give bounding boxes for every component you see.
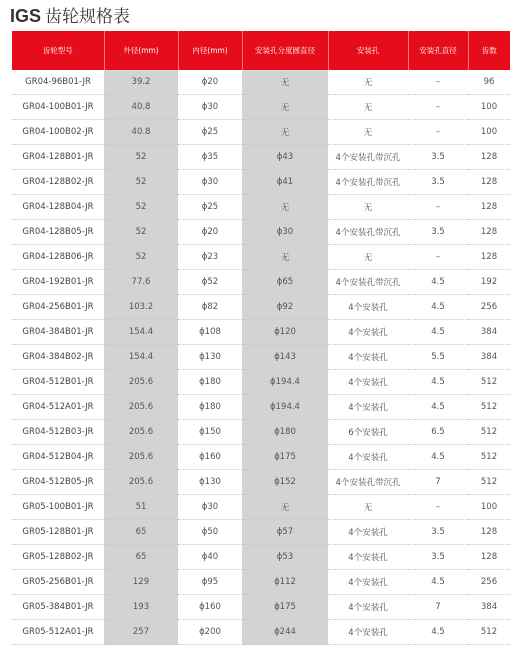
cell-inner-diameter: ɸ95 [178, 570, 242, 595]
cell-teeth: 128 [468, 220, 510, 245]
table-row [12, 220, 510, 245]
cell-hole-diameter: 3.5 [408, 220, 468, 245]
table-row [12, 370, 510, 395]
cell-outer-diameter: 193 [104, 595, 178, 620]
cell-model: GR04-512B03-JR [12, 420, 104, 445]
gear-spec-table [12, 31, 510, 645]
cell-teeth: 128 [468, 195, 510, 220]
cell-model: GR04-384B02-JR [12, 345, 104, 370]
cell-teeth: 512 [468, 445, 510, 470]
cell-pitch-circle-diameter: ɸ57 [242, 520, 328, 545]
header-model: 齿轮型号 [12, 31, 104, 70]
cell-pitch-circle-diameter: 无 [242, 95, 328, 120]
table-row [12, 445, 510, 470]
cell-hole-diameter: 3.5 [408, 170, 468, 195]
cell-inner-diameter: ɸ30 [178, 170, 242, 195]
cell-teeth: 100 [468, 120, 510, 145]
cell-outer-diameter: 205.6 [104, 420, 178, 445]
cell-inner-diameter: ɸ200 [178, 620, 242, 645]
cell-mounting-holes: 无 [328, 195, 408, 220]
cell-pitch-circle-diameter: 无 [242, 245, 328, 270]
cell-pitch-circle-diameter: ɸ143 [242, 345, 328, 370]
cell-outer-diameter: 52 [104, 170, 178, 195]
cell-mounting-holes: 4个安装孔带沉孔 [328, 145, 408, 170]
cell-teeth: 384 [468, 345, 510, 370]
cell-hole-diameter: 3.5 [408, 545, 468, 570]
page-title [10, 2, 130, 26]
cell-model: GR04-128B01-JR [12, 145, 104, 170]
cell-hole-diameter: 4.5 [408, 370, 468, 395]
cell-inner-diameter: ɸ50 [178, 520, 242, 545]
cell-model: GR04-100B02-JR [12, 120, 104, 145]
cell-mounting-holes: 4个安装孔 [328, 295, 408, 320]
cell-mounting-holes: 4个安装孔 [328, 545, 408, 570]
cell-teeth: 512 [468, 620, 510, 645]
table-row [12, 495, 510, 520]
cell-mounting-holes: 4个安装孔带沉孔 [328, 270, 408, 295]
cell-outer-diameter: 51 [104, 495, 178, 520]
cell-model: GR04-192B01-JR [12, 270, 104, 295]
cell-teeth: 512 [468, 370, 510, 395]
table-row [12, 245, 510, 270]
table-row [12, 520, 510, 545]
table-row [12, 470, 510, 495]
cell-hole-diameter: 7 [408, 470, 468, 495]
cell-outer-diameter: 154.4 [104, 320, 178, 345]
table-row [12, 270, 510, 295]
cell-pitch-circle-diameter: ɸ152 [242, 470, 328, 495]
table-row [12, 545, 510, 570]
cell-inner-diameter: ɸ82 [178, 295, 242, 320]
cell-outer-diameter: 65 [104, 545, 178, 570]
cell-hole-diameter: 4.5 [408, 270, 468, 295]
cell-mounting-holes: 4个安装孔 [328, 595, 408, 620]
table-row [12, 345, 510, 370]
cell-teeth: 100 [468, 495, 510, 520]
cell-inner-diameter: ɸ160 [178, 595, 242, 620]
cell-model: GR05-512A01-JR [12, 620, 104, 645]
brand-label: IGS [10, 6, 42, 26]
cell-teeth: 128 [468, 545, 510, 570]
title-text: 齿轮规格表 [45, 7, 131, 27]
cell-mounting-holes: 4个安装孔带沉孔 [328, 470, 408, 495]
cell-teeth: 256 [468, 570, 510, 595]
cell-teeth: 128 [468, 145, 510, 170]
cell-teeth: 512 [468, 470, 510, 495]
table-row [12, 595, 510, 620]
table-row [12, 395, 510, 420]
cell-mounting-holes: 4个安装孔 [328, 445, 408, 470]
cell-pitch-circle-diameter: ɸ41 [242, 170, 328, 195]
cell-pitch-circle-diameter: ɸ53 [242, 545, 328, 570]
table-row [12, 195, 510, 220]
cell-mounting-holes: 无 [328, 120, 408, 145]
table-row [12, 420, 510, 445]
cell-hole-diameter: 7 [408, 595, 468, 620]
table-body [12, 70, 510, 645]
cell-pitch-circle-diameter: ɸ43 [242, 145, 328, 170]
cell-pitch-circle-diameter: ɸ175 [242, 595, 328, 620]
cell-model: GR04-512B05-JR [12, 470, 104, 495]
cell-pitch-circle-diameter: ɸ112 [242, 570, 328, 595]
cell-inner-diameter: ɸ25 [178, 195, 242, 220]
cell-model: GR04-128B04-JR [12, 195, 104, 220]
cell-inner-diameter: ɸ25 [178, 120, 242, 145]
cell-hole-diameter: 4.5 [408, 445, 468, 470]
cell-model: GR04-128B02-JR [12, 170, 104, 195]
cell-inner-diameter: ɸ30 [178, 495, 242, 520]
table-row [12, 620, 510, 645]
cell-hole-diameter: 4.5 [408, 570, 468, 595]
cell-mounting-holes: 4个安装孔 [328, 395, 408, 420]
cell-model: GR04-128B05-JR [12, 220, 104, 245]
cell-mounting-holes: 4个安装孔 [328, 320, 408, 345]
cell-teeth: 384 [468, 320, 510, 345]
cell-pitch-circle-diameter: 无 [242, 495, 328, 520]
header-inner-diameter: 内径(mm) [178, 31, 242, 70]
cell-inner-diameter: ɸ30 [178, 95, 242, 120]
cell-mounting-holes: 4个安装孔带沉孔 [328, 170, 408, 195]
cell-model: GR04-128B06-JR [12, 245, 104, 270]
table-row [12, 295, 510, 320]
cell-teeth: 512 [468, 420, 510, 445]
cell-outer-diameter: 205.6 [104, 470, 178, 495]
cell-inner-diameter: ɸ35 [178, 145, 242, 170]
cell-inner-diameter: ɸ130 [178, 470, 242, 495]
cell-mounting-holes: 4个安装孔带沉孔 [328, 220, 408, 245]
cell-outer-diameter: 205.6 [104, 395, 178, 420]
cell-hole-diameter: 3.5 [408, 520, 468, 545]
cell-inner-diameter: ɸ108 [178, 320, 242, 345]
cell-pitch-circle-diameter: 无 [242, 120, 328, 145]
cell-outer-diameter: 52 [104, 220, 178, 245]
cell-inner-diameter: ɸ160 [178, 445, 242, 470]
header-teeth: 齿数 [468, 31, 510, 70]
cell-hole-diameter: 4.5 [408, 295, 468, 320]
cell-hole-diameter: – [408, 70, 468, 95]
cell-mounting-holes: 4个安装孔 [328, 620, 408, 645]
table-row [12, 570, 510, 595]
cell-model: GR04-100B01-JR [12, 95, 104, 120]
cell-outer-diameter: 77.6 [104, 270, 178, 295]
cell-pitch-circle-diameter: 无 [242, 195, 328, 220]
cell-mounting-holes: 无 [328, 495, 408, 520]
cell-mounting-holes: 无 [328, 245, 408, 270]
cell-hole-diameter: – [408, 95, 468, 120]
cell-mounting-holes: 4个安装孔 [328, 345, 408, 370]
cell-model: GR04-384B01-JR [12, 320, 104, 345]
table-row [12, 120, 510, 145]
cell-teeth: 512 [468, 395, 510, 420]
cell-hole-diameter: 5.5 [408, 345, 468, 370]
cell-teeth: 100 [468, 95, 510, 120]
table-row [12, 320, 510, 345]
cell-pitch-circle-diameter: ɸ180 [242, 420, 328, 445]
cell-inner-diameter: ɸ20 [178, 70, 242, 95]
cell-teeth: 128 [468, 520, 510, 545]
cell-mounting-holes: 4个安装孔 [328, 570, 408, 595]
cell-outer-diameter: 103.2 [104, 295, 178, 320]
cell-hole-diameter: – [408, 495, 468, 520]
cell-pitch-circle-diameter: ɸ30 [242, 220, 328, 245]
cell-pitch-circle-diameter: ɸ175 [242, 445, 328, 470]
cell-mounting-holes: 4个安装孔 [328, 370, 408, 395]
cell-model: GR04-512B04-JR [12, 445, 104, 470]
cell-model: GR04-512B01-JR [12, 370, 104, 395]
cell-inner-diameter: ɸ180 [178, 370, 242, 395]
cell-inner-diameter: ɸ180 [178, 395, 242, 420]
cell-teeth: 384 [468, 595, 510, 620]
cell-inner-diameter: ɸ40 [178, 545, 242, 570]
cell-model: GR05-128B01-JR [12, 520, 104, 545]
cell-model: GR05-100B01-JR [12, 495, 104, 520]
cell-outer-diameter: 205.6 [104, 370, 178, 395]
cell-outer-diameter: 40.8 [104, 120, 178, 145]
cell-teeth: 96 [468, 70, 510, 95]
cell-hole-diameter: – [408, 120, 468, 145]
cell-inner-diameter: ɸ150 [178, 420, 242, 445]
cell-outer-diameter: 65 [104, 520, 178, 545]
cell-outer-diameter: 205.6 [104, 445, 178, 470]
table-row [12, 145, 510, 170]
cell-teeth: 256 [468, 295, 510, 320]
cell-outer-diameter: 52 [104, 245, 178, 270]
table-header-row [12, 31, 510, 70]
header-outer-diameter: 外径(mm) [104, 31, 178, 70]
cell-pitch-circle-diameter: ɸ194.4 [242, 370, 328, 395]
cell-mounting-holes: 无 [328, 70, 408, 95]
cell-teeth: 128 [468, 170, 510, 195]
cell-hole-diameter: 3.5 [408, 145, 468, 170]
cell-teeth: 128 [468, 245, 510, 270]
cell-hole-diameter: – [408, 195, 468, 220]
cell-hole-diameter: 4.5 [408, 320, 468, 345]
cell-model: GR05-128B02-JR [12, 545, 104, 570]
cell-pitch-circle-diameter: ɸ65 [242, 270, 328, 295]
cell-pitch-circle-diameter: 无 [242, 70, 328, 95]
cell-hole-diameter: 4.5 [408, 620, 468, 645]
cell-mounting-holes: 无 [328, 95, 408, 120]
table-row [12, 95, 510, 120]
cell-outer-diameter: 52 [104, 195, 178, 220]
cell-hole-diameter: 4.5 [408, 395, 468, 420]
cell-inner-diameter: ɸ20 [178, 220, 242, 245]
cell-outer-diameter: 40.8 [104, 95, 178, 120]
cell-outer-diameter: 257 [104, 620, 178, 645]
cell-outer-diameter: 52 [104, 145, 178, 170]
cell-pitch-circle-diameter: ɸ120 [242, 320, 328, 345]
cell-outer-diameter: 39.2 [104, 70, 178, 95]
cell-teeth: 192 [468, 270, 510, 295]
header-hole-diameter: 安装孔直径 [408, 31, 468, 70]
cell-hole-diameter: – [408, 245, 468, 270]
cell-pitch-circle-diameter: ɸ92 [242, 295, 328, 320]
header-mounting-holes: 安装孔 [328, 31, 408, 70]
cell-mounting-holes: 4个安装孔 [328, 520, 408, 545]
cell-model: GR04-256B01-JR [12, 295, 104, 320]
cell-outer-diameter: 154.4 [104, 345, 178, 370]
cell-model: GR05-256B01-JR [12, 570, 104, 595]
cell-inner-diameter: ɸ52 [178, 270, 242, 295]
cell-model: GR04-512A01-JR [12, 395, 104, 420]
header-pitch-circle-diameter: 安装孔分度圆直径 [242, 31, 328, 70]
cell-inner-diameter: ɸ130 [178, 345, 242, 370]
cell-model: GR05-384B01-JR [12, 595, 104, 620]
cell-mounting-holes: 6个安装孔 [328, 420, 408, 445]
cell-inner-diameter: ɸ23 [178, 245, 242, 270]
cell-pitch-circle-diameter: ɸ244 [242, 620, 328, 645]
cell-pitch-circle-diameter: ɸ194.4 [242, 395, 328, 420]
cell-outer-diameter: 129 [104, 570, 178, 595]
table-row [12, 70, 510, 95]
cell-hole-diameter: 6.5 [408, 420, 468, 445]
table-row [12, 170, 510, 195]
cell-model: GR04-96B01-JR [12, 70, 104, 95]
